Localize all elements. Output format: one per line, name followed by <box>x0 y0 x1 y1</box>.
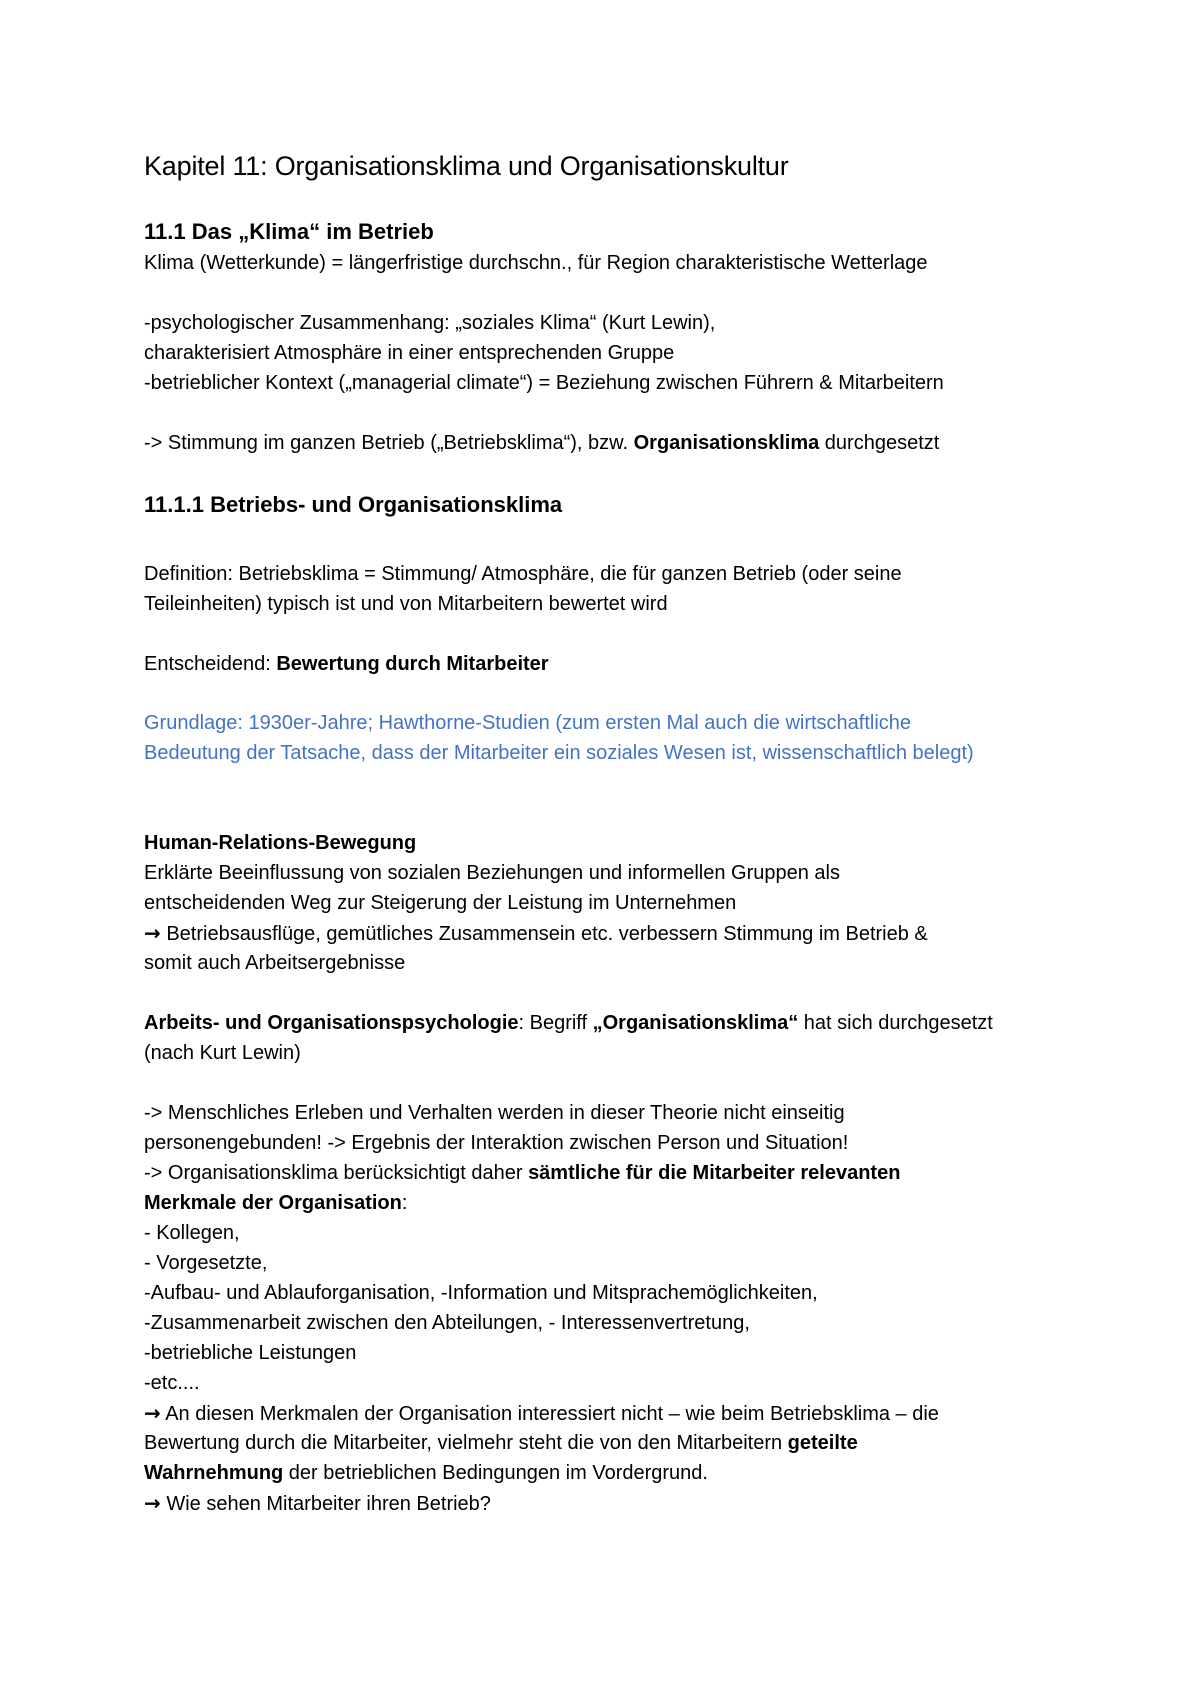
bold-term: Arbeits- und Organisationspsychologie <box>144 1012 519 1034</box>
definition-line: Teileinheiten) typisch ist und von Mitarbeitern bewertet wird <box>144 593 668 615</box>
paragraph-line <box>144 1431 858 1455</box>
arrow-icon: → <box>144 921 161 945</box>
paragraph-line: -betrieblicher Kontext („managerial climate“) = Beziehung zwischen Führern & Mitarbeitern <box>144 372 944 394</box>
text-span: : <box>401 1192 408 1214</box>
paragraph-line <box>144 1461 708 1485</box>
arrow-icon: → <box>144 1491 161 1515</box>
list-item: - Vorgesetzte, <box>144 1252 268 1274</box>
highlighted-line: Grundlage: 1930er-Jahre; Hawthorne-Studien (zum ersten Mal auch die wirtschaftliche <box>144 712 912 734</box>
text-span: -> Organisationsklima berücksichtigt daher <box>144 1162 529 1184</box>
text-span: durchgesetzt <box>819 432 940 454</box>
paragraph-line <box>144 1191 407 1215</box>
list-item: - Kollegen, <box>144 1222 240 1244</box>
text-span: -> Stimmung im ganzen Betrieb („Betriebsklima“), bzw. <box>144 432 634 454</box>
text-span: Betriebsausflüge, gemütliches Zusammensein etc. verbessern Stimmung im Betrieb & <box>160 923 928 945</box>
bold-term: geteilte <box>787 1432 858 1454</box>
paragraph-line: -> Menschliches Erleben und Verhalten werden in dieser Theorie nicht einseitig <box>144 1102 845 1124</box>
paragraph-line <box>144 652 549 676</box>
paragraph-line: charakterisiert Atmosphäre in einer entsprechenden Gruppe <box>144 342 675 364</box>
text-span: hat sich durchgesetzt <box>798 1012 993 1034</box>
bold-term: Organisationsklima <box>633 432 820 454</box>
page-title: Kapitel 11: Organisationsklima und Organisationskultur <box>144 151 789 181</box>
definition-line: Definition: Betriebsklima = Stimmung/ Atmosphäre, die für ganzen Betrieb (oder seine <box>144 563 902 585</box>
paragraph-line <box>144 1491 491 1516</box>
text-span: An diesen Merkmalen der Organisation interessiert nicht – wie beim Betriebsklima – die <box>160 1403 939 1425</box>
list-item: -Aufbau- und Ablauforganisation, -Information und Mitsprachemöglichkeiten, <box>144 1282 818 1304</box>
section-heading-11-1: 11.1 Das „Klima“ im Betrieb <box>144 219 434 244</box>
text-span: Bewertung durch die Mitarbeiter, vielmehr steht die von den Mitarbeitern <box>144 1432 788 1454</box>
paragraph-line: personengebunden! -> Ergebnis der Interaktion zwischen Person und Situation! <box>144 1132 849 1154</box>
text-span: Entscheidend: <box>144 653 277 675</box>
bold-term: Wahrnehmung <box>144 1462 284 1484</box>
list-item: -Zusammenarbeit zwischen den Abteilungen, - Interessenvertretung, <box>144 1312 750 1334</box>
list-item: -betriebliche Leistungen <box>144 1342 357 1364</box>
section-heading-11-1-1: 11.1.1 Betriebs- und Organisationsklima <box>144 492 563 517</box>
highlighted-line: Bedeutung der Tatsache, dass der Mitarbeiter ein soziales Wesen ist, wissenschaftlich belegt) <box>144 742 974 764</box>
bold-term: „Organisationsklima“ <box>592 1012 799 1034</box>
subheading-human-relations: Human-Relations-Bewegung <box>144 832 417 854</box>
paragraph-line <box>144 1161 900 1185</box>
text-span: der betrieblichen Bedingungen im Vordergrund. <box>283 1462 708 1484</box>
paragraph-line <box>144 1401 939 1426</box>
bold-term: sämtliche für die Mitarbeiter relevanten <box>528 1162 901 1184</box>
text-span: : Begriff <box>518 1012 593 1034</box>
paragraph-line: Klima (Wetterkunde) = längerfristige durchschn., für Region charakteristische Wetterlage <box>144 252 928 274</box>
paragraph-line <box>144 431 939 455</box>
paragraph-line: -psychologischer Zusammenhang: „soziales Klima“ (Kurt Lewin), <box>144 312 716 334</box>
paragraph-line: (nach Kurt Lewin) <box>144 1042 301 1064</box>
list-item: -etc.... <box>144 1372 200 1394</box>
paragraph-line: entscheidenden Weg zur Steigerung der Leistung im Unternehmen <box>144 892 737 914</box>
paragraph-line: somit auch Arbeitsergebnisse <box>144 952 406 974</box>
paragraph-line <box>144 1011 993 1035</box>
text-span: Wie sehen Mitarbeiter ihren Betrieb? <box>160 1493 491 1515</box>
bold-term: Merkmale der Organisation <box>144 1192 402 1214</box>
paragraph-line: Erklärte Beeinflussung von sozialen Beziehungen und informellen Gruppen als <box>144 862 840 884</box>
arrow-icon: → <box>144 1401 161 1425</box>
paragraph-line <box>144 921 928 946</box>
bold-term: Bewertung durch Mitarbeiter <box>276 653 549 675</box>
